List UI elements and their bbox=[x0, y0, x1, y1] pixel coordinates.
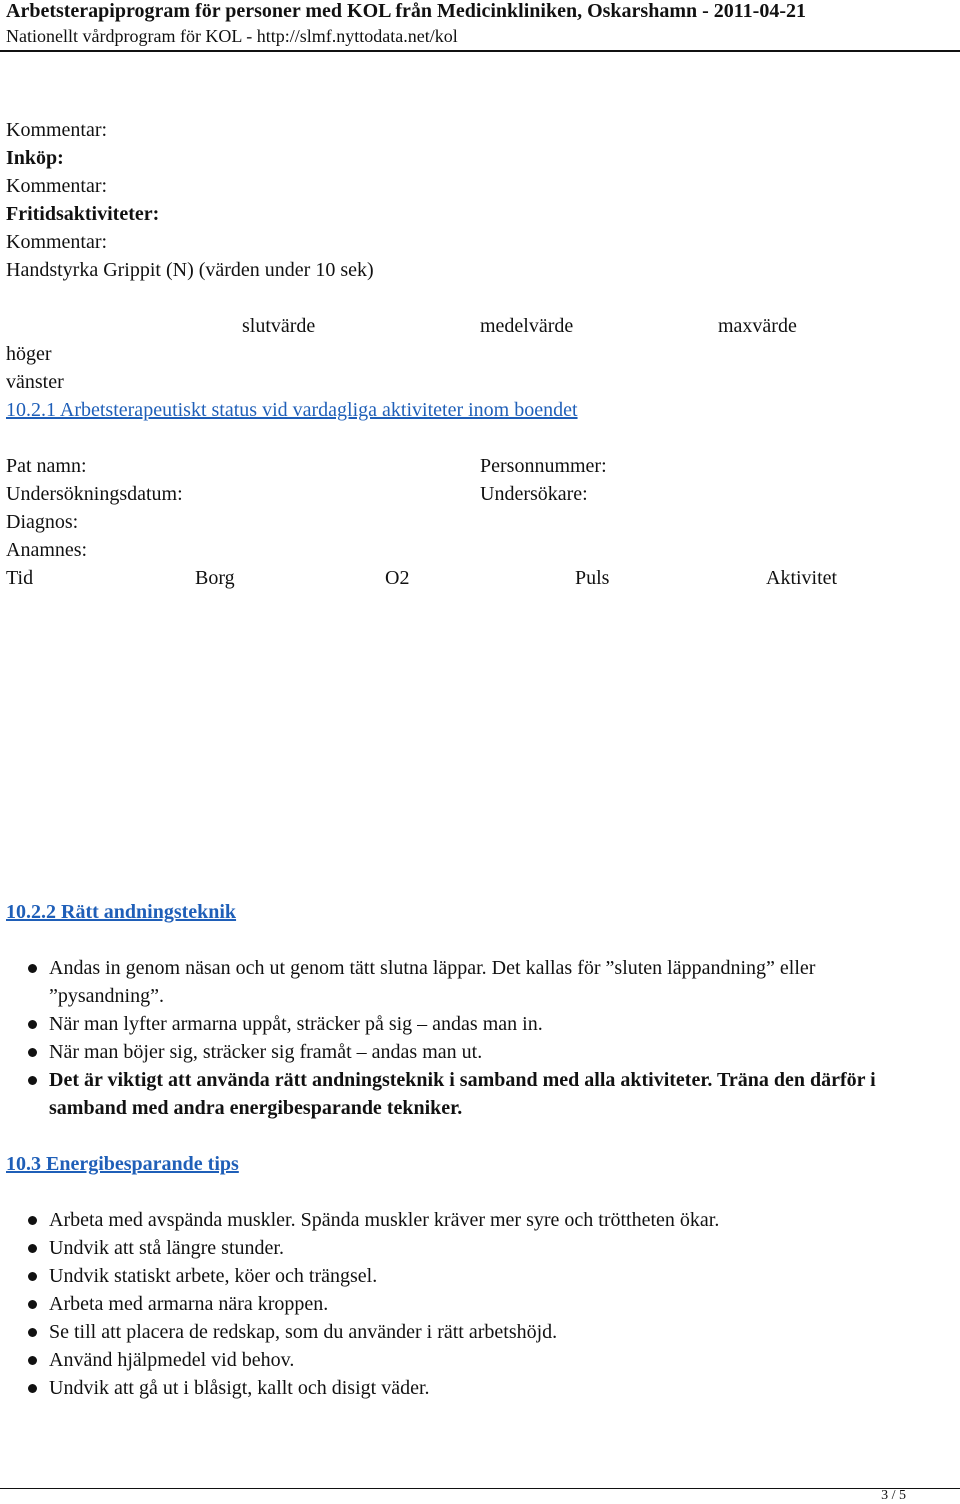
list-item: Undvik statiskt arbete, köer och trängsel. bbox=[0, 1262, 930, 1290]
list-item: När man böjer sig, sträcker sig framåt – andas man ut. bbox=[0, 1038, 930, 1066]
anamnes-label: Anamnes: bbox=[6, 539, 88, 561]
section-heading-link[interactable]: 10.3 Energibesparande tips bbox=[6, 1153, 239, 1175]
undersokare-label: Undersökare: bbox=[480, 483, 588, 505]
activity-column-header: Tid bbox=[6, 567, 34, 589]
personnummer-label: Personnummer: bbox=[480, 455, 607, 477]
grip-column-header: slutvärde bbox=[242, 315, 316, 337]
pat-namn-label: Pat namn: bbox=[6, 455, 87, 477]
handstyrka-label: Handstyrka Grippit (N) (värden under 10 sek) bbox=[6, 259, 374, 281]
list-item: Använd hjälpmedel vid behov. bbox=[0, 1346, 930, 1374]
kommentar-label: Kommentar: bbox=[6, 231, 108, 253]
activity-column-header: Puls bbox=[575, 567, 610, 589]
kommentar-label: Kommentar: bbox=[6, 119, 108, 141]
grip-row-label: vänster bbox=[6, 371, 64, 393]
undersokningsdatum-label: Undersökningsdatum: bbox=[6, 483, 183, 505]
activity-column-header: Borg bbox=[195, 567, 235, 589]
inkop-label: Inköp: bbox=[6, 147, 64, 169]
list-item: Arbeta med avspända muskler. Spända muskler kräver mer syre och tröttheten ökar. bbox=[0, 1206, 930, 1234]
activity-column-header: Aktivitet bbox=[766, 567, 838, 589]
list-item: Arbeta med armarna nära kroppen. bbox=[0, 1290, 930, 1318]
document-subtitle: Nationellt vårdprogram för KOL - http://slmf.nyttodata.net/kol bbox=[6, 26, 458, 46]
activity-column-header: O2 bbox=[385, 567, 410, 589]
list-item: Det är viktigt att använda rätt andningsteknik i samband med alla aktiviteter. Träna den därför i samband med andra energibesparande tekniker. bbox=[0, 1066, 930, 1122]
list-item: Andas in genom näsan och ut genom tätt slutna läppar. Det kallas för ”sluten läppandning” eller ”pysandning”. bbox=[0, 954, 930, 1010]
list-item: Undvik att stå längre stunder. bbox=[0, 1234, 930, 1262]
energibesparande-list bbox=[0, 1206, 930, 1402]
list-item: När man lyfter armarna uppåt, sträcker på sig – andas man in. bbox=[0, 1010, 930, 1038]
grip-row-label: höger bbox=[6, 343, 52, 365]
page-number: 3 / 5 bbox=[881, 1488, 906, 1503]
footer-divider bbox=[0, 1488, 960, 1489]
grip-column-header: maxvärde bbox=[718, 315, 797, 337]
list-item: Undvik att gå ut i blåsigt, kallt och disigt väder. bbox=[0, 1374, 930, 1402]
grip-column-header: medelvärde bbox=[480, 315, 574, 337]
document-title: Arbetsterapiprogram för personer med KOL från Medicinkliniken, Oskarshamn - 2011-04-21 bbox=[6, 0, 806, 22]
diagnos-label: Diagnos: bbox=[6, 511, 79, 533]
section-heading-link[interactable]: 10.2.2 Rätt andningsteknik bbox=[6, 901, 237, 923]
page-header bbox=[0, 0, 960, 52]
kommentar-label: Kommentar: bbox=[6, 175, 108, 197]
section-heading-link[interactable]: 10.2.1 Arbetsterapeutiskt status vid vardagliga aktiviteter inom boendet bbox=[6, 399, 578, 421]
list-item: Se till att placera de redskap, som du använder i rätt arbetshöjd. bbox=[0, 1318, 930, 1346]
fritidsaktiviteter-label: Fritidsaktiviteter: bbox=[6, 203, 160, 225]
andningsteknik-list bbox=[0, 954, 930, 1122]
